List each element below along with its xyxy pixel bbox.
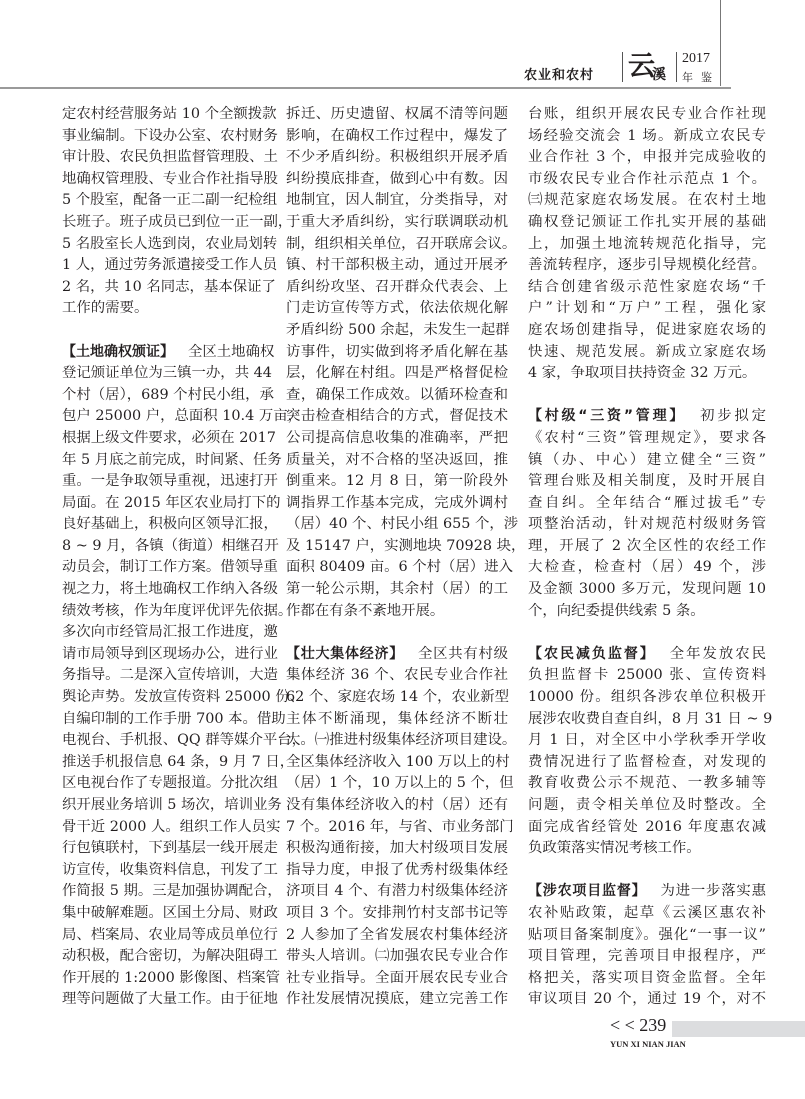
paragraph-line: 于重大矛盾纠纷，实行联调联动机 — [286, 213, 508, 230]
paragraph-line: 理等问题做了大量工作。由于征地 — [62, 991, 278, 1008]
section-title: 农业和农村 — [524, 68, 595, 83]
paragraph-line: 区电视台作了专题报道。分批次组 — [62, 775, 278, 792]
header-divider — [622, 52, 623, 82]
paragraph-line: 集体经济 36 个、农民专业合作社 — [286, 667, 508, 684]
paragraph-line: 8 ~ 9 月，各镇（街道）相继召开 — [62, 537, 279, 554]
paragraph-line — [62, 342, 275, 364]
paragraph-line: 5 名股室长人选到岗，农业局划转 — [62, 235, 278, 252]
paragraph-line: 地制宜，因人制宜，分类指导，对 — [286, 192, 508, 209]
paragraph-line: 镇、村干部积极主动，通过开展矛 — [286, 257, 508, 274]
paragraph-gap — [528, 385, 766, 407]
logo-yun: 云 — [628, 51, 655, 82]
paragraph-line: 集中破解难题。区国土分局、财政 — [62, 904, 278, 921]
paragraph — [62, 342, 307, 1011]
paragraph-line: 带头人培训。㈡加强农民专业合作 — [286, 948, 508, 965]
paragraph-line — [528, 881, 766, 903]
paragraph-line: 登记颁证单位为三镇一办，共 44 — [62, 365, 272, 382]
paragraph-line: 快速、规范发展。新成立家庭农场 — [528, 343, 766, 360]
paragraph-line: 务指导。二是深入宣传培训，大造 — [62, 667, 278, 684]
header-year: 2017 — [682, 51, 710, 66]
paragraph-line: 重。一是争取领导重视，迅速打开 — [62, 473, 278, 490]
paragraph-line: 动积极，配合密切，为解决阻碍工 — [62, 948, 278, 965]
paragraph-line: 作简报 5 期。三是加强协调配合， — [62, 883, 282, 900]
paragraph-line: 理，开展了 2 次全区性的农经工作 — [528, 537, 766, 554]
paragraph-line: 10000 份。组织各涉农单位积极开 — [528, 689, 766, 706]
paragraph-line: 确权登记颁证工作扎实开展的基础 — [528, 213, 766, 230]
paragraph-line: 农补贴政策，起草《云溪区惠农补 — [528, 904, 766, 921]
section-heading: 【涉农项目监督】 — [528, 883, 647, 900]
paragraph-text: 全区土地确权 — [188, 343, 275, 360]
header-vertical-rule — [720, 0, 721, 86]
paragraph-line: 年 5 月底之前完成，时间紧、任务 — [62, 451, 282, 468]
paragraph-line: 局、档案局、农业局等成员单位行 — [62, 926, 278, 943]
section-heading: 【农民减负监督】 — [528, 645, 656, 662]
paragraph-line: 主体不断涌现，集体经济不断壮 — [286, 710, 508, 727]
paragraph-text: 为进一步落实惠 — [660, 883, 766, 900]
paragraph-line: 面完成省经管处 2016 年度惠农减 — [528, 818, 766, 835]
paragraph-line: 项目管理，完善项目申报程序，严 — [528, 948, 766, 965]
paragraph-line: 骨干近 2000 人。组织工作人员实 — [62, 818, 281, 835]
paragraph-line: 大。㈠推进村级集体经济项目建设。 — [286, 732, 517, 749]
paragraph-line: 5 个股室，配备一正二副一纪检组 — [62, 192, 278, 209]
paragraph-line: 场经验交流会 1 场。新成立农民专 — [528, 127, 766, 144]
footer-romanized-title: YUN XI NIAN JIAN — [610, 1039, 686, 1049]
paragraph-line: 1 人，通过劳务派遣接受工作人员 — [62, 257, 278, 274]
paragraph-line: 纠纷摸底排查，做到心中有数。因 — [286, 170, 508, 187]
paragraph-line: 市级农民专业合作社示范点 1 个。 — [528, 170, 766, 187]
paragraph-line: 质量关，对不合格的坚决返回，推 — [286, 451, 508, 468]
paragraph-line: 作都在有条不紊地开展。 — [286, 602, 445, 619]
paragraph-line: 包户 25000 户，总面积 10.4 万亩， — [62, 408, 303, 425]
paragraph-line: 良好基础上，积极向区领导汇报， — [62, 516, 278, 533]
paragraph-line: （居）40 个、村民小组 655 个，涉 — [286, 516, 519, 533]
paragraph-line: 调指界工作基本完成，完成外调村 — [286, 494, 508, 511]
paragraph-line: 格把关，落实项目资金监督。全年 — [528, 969, 766, 986]
paragraph-line: 请市局领导到区现场办公，进行业 — [62, 645, 278, 662]
paragraph-line: 定农村经营服务站 10 个全额拨款 — [62, 106, 277, 122]
paragraph-line: 工作的需要。 — [62, 300, 149, 317]
text-column-3 — [528, 104, 773, 1011]
paragraph-line: 查，确保工作成效。以循环检查和 — [286, 386, 508, 403]
paragraph-line: 指导力度，申报了优秀村级集体经 — [286, 861, 508, 878]
paragraph-line: 7 个。2016 年，与省、市业务部门 — [286, 818, 514, 835]
paragraph-line — [528, 406, 766, 428]
paragraph-line: 突击检查相结合的方式，督促技术 — [286, 408, 508, 425]
paragraph-line: 及 15147 户，实测地块 70928 块， — [286, 537, 526, 554]
text-column-2 — [286, 104, 526, 1011]
paragraph-line: 多次向市经管局汇报工作进度，邀 — [62, 624, 278, 641]
paragraph-line: 结合创建省级示范性家庭农场“千 — [528, 278, 766, 295]
paragraph-line: 不少矛盾纠纷。积极组织开展矛盾 — [286, 149, 508, 166]
paragraph-line: 局面。在 2015 年区农业局打下的 — [62, 494, 281, 511]
paragraph-gap — [286, 622, 508, 644]
paragraph-line — [528, 644, 766, 666]
paragraph-line: 长班子。班子成员已到位一正一副， — [62, 213, 293, 230]
paragraph-line: 层，化解在村组。四是严格督促检 — [286, 365, 508, 382]
paragraph-gap — [528, 622, 766, 644]
paragraph-line: 个，向纪委提供线索 5 条。 — [528, 602, 705, 619]
paragraph-line: 全区集体经济收入 100 万以上的村 — [286, 753, 510, 770]
paragraph-line: 济项目 4 个、有潜力村级集体经济 — [286, 883, 508, 900]
paragraph-line: ㈢规范家庭农场发展。在农村土地 — [528, 192, 766, 209]
paragraph-line: 项整治活动，针对规范村级财务管 — [528, 516, 766, 533]
paragraph-text: 全年发放农民 — [669, 645, 766, 662]
paragraph-line: 4 家，争取项目扶持资金 32 万元。 — [528, 365, 757, 382]
paragraph-text: 初步拟定 — [700, 408, 766, 425]
paragraph-line: 拆迁、历史遗留、权属不清等问题 — [286, 106, 508, 122]
section-heading: 【壮大集体经济】 — [286, 645, 404, 662]
section-heading: 【村级“三资”管理】 — [528, 408, 687, 425]
paragraph-line: 管理台账及相关制度，及时开展自 — [528, 473, 766, 490]
paragraph-line: 个村（居），689 个村民小组，承 — [62, 386, 274, 403]
paragraph-line: 第一轮公示期，其余村（居）的工 — [286, 581, 508, 598]
paragraph-line: 大检查，检查村（居）49 个，涉 — [528, 559, 766, 576]
paragraph-line: 月 1 日，对全区中小学秋季开学收 — [528, 732, 766, 749]
paragraph-line: 事业编制。下设办公室、农村财务 — [62, 127, 278, 144]
paragraph-line: 业合作社 3 个，申报并完成验收的 — [528, 149, 766, 166]
paragraph-line: 问题，责令相关单位及时整改。全 — [528, 797, 766, 813]
paragraph-line: （居）1 个，10 万以上的 5 个，但 — [286, 775, 514, 792]
paragraph-line: 舆论声势。发放宣传资料 25000 份、 — [62, 689, 305, 706]
section-heading: 【土地确权颁证】 — [62, 343, 174, 360]
logo-xi: 溪 — [652, 67, 666, 83]
paragraph-line: 教育收费公示不规范、一教多辅等 — [528, 775, 766, 792]
paragraph — [286, 104, 526, 622]
paragraph-line: 访事件，切实做到将矛盾化解在基 — [286, 343, 508, 360]
paragraph-line: 审议项目 20 个，通过 19 个，对不 — [528, 991, 766, 1008]
paragraph-line: 《农村“三资”管理规定》，要求各 — [528, 429, 766, 446]
page-number: < < 239 — [610, 1015, 667, 1035]
paragraph-line: 盾纠纷攻坚、召开群众代表会、上 — [286, 278, 508, 295]
paragraph — [528, 406, 766, 622]
header-book-name: 年鉴 — [682, 71, 720, 84]
paragraph-line: 2 人参加了全省发展农村集体经济 — [286, 926, 508, 943]
paragraph-line: 地确权管理股、专业合作社指导股 — [62, 170, 278, 187]
paragraph-line: 影响，在确权工作过程中，爆发了 — [286, 127, 508, 144]
paragraph-line: 社专业指导。全面开展农民专业合 — [286, 969, 508, 986]
paragraph-text: 全区共有村级 — [417, 645, 508, 662]
paragraph-line: 绩效考核，作为年度评优评先依据。 — [62, 602, 293, 619]
paragraph-line: 贴项目备案制度》。强化“一事一议” — [528, 926, 766, 943]
paragraph-line: 庭农场创建指导，促进家庭农场的 — [528, 321, 766, 338]
text-column-1 — [62, 104, 307, 1011]
paragraph-line: 上，加强土地流转规范化指导，完 — [528, 235, 766, 252]
paragraph — [528, 881, 766, 1011]
paragraph-line: 推送手机报信息 64 条，9 月 7 日， — [62, 753, 295, 770]
paragraph-line: 面积 80409 亩。6 个村（居）进入 — [286, 559, 513, 576]
header-rule — [0, 87, 731, 89]
paragraph-line: 镇（办、中心）建立健全“三资” — [528, 451, 766, 468]
paragraph-line: 62 个、家庭农场 14 个，农业新型 — [286, 689, 510, 706]
paragraph-line: 审计股、农民负担监督管理股、土 — [62, 149, 278, 166]
paragraph-line: 展涉农收费自查自纠，8 月 31 日 ~ 9 — [528, 710, 773, 727]
paragraph-line: 织开展业务培训 5 场次，培训业务 — [62, 797, 282, 813]
paragraph-line: 2 名，共 10 名同志，基本保证了 — [62, 278, 276, 295]
paragraph-line: 项目 3 个。安排荆竹村支部书记等 — [286, 904, 508, 921]
paragraph-line: 查自纠。全年结合“雁过拔毛”专 — [528, 494, 766, 511]
paragraph-line: 倒重来。12 月 8 日，第一阶段外 — [286, 473, 508, 490]
paragraph-line: 自编印制的工作手册 700 本。借助 — [62, 710, 286, 727]
paragraph-line: 访宣传，收集资料信息，刊发了工 — [62, 861, 278, 878]
paragraph-line: 视之力，将土地确权工作纳入各级 — [62, 581, 278, 598]
paragraph — [62, 104, 293, 320]
header-divider — [676, 52, 677, 82]
paragraph-line: 台账，组织开展农民专业合作社现 — [528, 106, 766, 122]
paragraph — [286, 644, 517, 1011]
paragraph-line: 矛盾纠纷 500 余起，未发生一起群 — [286, 321, 510, 338]
paragraph-line: 户”计划和“万户”工程，强化家 — [528, 300, 766, 317]
paragraph-gap — [62, 320, 267, 342]
paragraph-line — [286, 644, 508, 666]
paragraph-line: 负政策落实情况考核工作。 — [528, 840, 701, 857]
paragraph-line: 负担监督卡 25000 张、宣传资料 — [528, 667, 766, 684]
paragraph-line: 根据上级文件要求，必须在 2017 — [62, 429, 276, 446]
paragraph-line: 没有集体经济收入的村（居）还有 — [286, 797, 508, 813]
paragraph-line: 电视台、手机报、QQ 群等媒介平台， — [62, 732, 307, 749]
paragraph-line: 公司提高信息收集的准确率，严把 — [286, 429, 508, 446]
paragraph-line: 行包镇联村，下到基层一线开展走 — [62, 840, 278, 857]
paragraph-line: 费情况进行了监督检查，对发现的 — [528, 753, 766, 770]
paragraph-line: 制，组织相关单位，召开联席会议。 — [286, 235, 517, 252]
paragraph — [528, 644, 773, 860]
paragraph-line: 善流转程序，逐步引导规模化经营。 — [528, 257, 766, 274]
paragraph-line: 及金额 3000 多万元，发现问题 10 — [528, 581, 766, 598]
footer-bar — [672, 1021, 805, 1037]
paragraph-gap — [528, 860, 766, 882]
paragraph — [528, 104, 766, 385]
paragraph-line: 门走访宣传等方式，依法依规化解 — [286, 300, 508, 317]
paragraph-line: 积极沟通衔接，加大村级项目发展 — [286, 840, 508, 857]
paragraph-line: 作开展的 1:2000 影像图、档案管 — [62, 969, 281, 986]
paragraph-line: 动员会，制订工作方案。借领导重 — [62, 559, 278, 576]
paragraph-line: 作社发展情况摸底，建立完善工作 — [286, 991, 508, 1008]
